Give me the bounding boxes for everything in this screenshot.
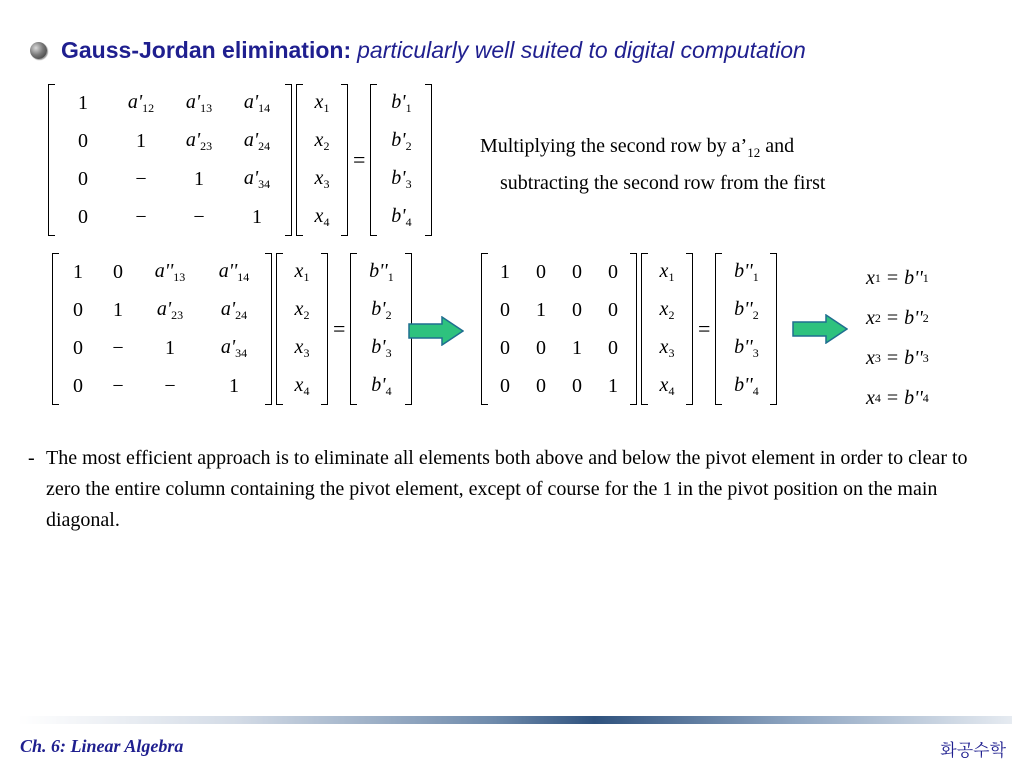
equals-sign: = (353, 147, 366, 172)
unknowns-vector (641, 253, 693, 405)
constant-entry: $b''_4$ (734, 374, 759, 398)
matrix-cell: 0 (500, 299, 510, 321)
constant-entry: $b''_1$ (369, 260, 394, 284)
sphere-bullet-icon (30, 42, 47, 59)
unknowns-vector (276, 253, 328, 405)
matrix-cell: 0 (73, 375, 83, 397)
unknown-entry: $x_3$ (659, 336, 675, 360)
equals-sign: = (698, 316, 711, 341)
matrix-cell: 1 (78, 92, 88, 114)
matrix-cell: − (135, 206, 147, 228)
matrix-cell: $a'_{23}$ (156, 298, 184, 322)
unknown-entry: $x_1$ (294, 260, 310, 284)
explanation-line1-end: and (760, 135, 795, 157)
unknown-entry: $x_2$ (294, 298, 310, 322)
constant-entry: $b'_2$ (371, 298, 392, 322)
matrix-cell: 1 (165, 337, 175, 359)
constant-entry: $b''_3$ (734, 336, 759, 360)
matrix-cell: 1 (73, 261, 83, 283)
matrix-cell: 0 (536, 375, 546, 397)
coefficient-matrix (48, 84, 292, 236)
matrix-cell: 1 (536, 299, 546, 321)
explanation-line1: Multiplying the second row by a’ (480, 135, 748, 157)
matrix-cell: $a'_{14}$ (243, 91, 271, 115)
matrix-cell: − (112, 337, 124, 359)
matrix-cell: 0 (78, 206, 88, 228)
explanation-sub: 12 (747, 145, 761, 160)
matrix-cell: 0 (536, 261, 546, 283)
constants-vector (350, 253, 412, 405)
matrix-cell: 1 (229, 375, 239, 397)
matrix-cell: − (193, 206, 205, 228)
equation-system-3 (481, 253, 777, 405)
right-arrow-icon (408, 316, 464, 346)
matrix-cell: 0 (78, 168, 88, 190)
unknowns-vector (296, 84, 348, 236)
footer-chapter: Ch. 6: Linear Algebra (20, 736, 184, 756)
paragraph-text: The most efficient approach is to eliminate all elements both above and below the pivot element in order to clear to zero the entire column containing the pivot element, except of course for the 1 in the pivot position on the main diagonal. (46, 447, 968, 531)
unknown-entry: $x_3$ (314, 167, 330, 191)
unknown-entry: $x_2$ (314, 129, 330, 153)
matrix-cell: $a''_{13}$ (154, 260, 186, 284)
title-strong: Gauss-Jordan elimination: (61, 36, 352, 63)
matrix-cell: 0 (113, 261, 123, 283)
constants-vector (715, 253, 777, 405)
title-subtitle: particularly well suited to digital computation (357, 36, 806, 63)
matrix-cell: 1 (608, 375, 618, 397)
matrix-cell: 1 (500, 261, 510, 283)
coefficient-matrix (52, 253, 272, 405)
matrix-cell: 1 (136, 130, 146, 152)
constants-vector (370, 84, 432, 236)
solution-row: x 3 = b'' 3 (866, 346, 929, 369)
matrix-cell: 0 (608, 299, 618, 321)
matrix-cell: $a'_{34}$ (243, 167, 271, 191)
matrix-cell: 0 (608, 261, 618, 283)
matrix-cell: 0 (608, 337, 618, 359)
bullet-paragraph (28, 443, 998, 536)
unknown-entry: $x_4$ (294, 374, 310, 398)
constant-entry: $b'_4$ (391, 205, 412, 229)
matrix-cell: 1 (194, 168, 204, 190)
constant-entry: $b''_1$ (734, 260, 759, 284)
equation-system-2 (52, 253, 412, 405)
solution-row: x 2 = b'' 2 (866, 306, 929, 329)
matrix-cell: $a'_{23}$ (185, 129, 213, 153)
matrix-cell: 0 (500, 375, 510, 397)
matrix-cell: 0 (572, 299, 582, 321)
matrix-cell: − (164, 375, 176, 397)
matrix-cell: 0 (572, 375, 582, 397)
matrix-cell: 0 (73, 299, 83, 321)
slide-title (30, 34, 806, 66)
equation-system-1 (48, 84, 432, 236)
matrix-cell: $a'_{13}$ (185, 91, 213, 115)
matrix-cell: 1 (572, 337, 582, 359)
matrix-cell: 0 (500, 337, 510, 359)
matrix-cell: 0 (536, 337, 546, 359)
unknown-entry: $x_4$ (314, 205, 330, 229)
explanation-text (480, 131, 825, 198)
solution-row: x 1 = b'' 1 (866, 266, 929, 289)
matrix-cell: 0 (572, 261, 582, 283)
matrix-cell: $a'_{24}$ (243, 129, 271, 153)
matrix-cell: − (135, 168, 147, 190)
solution-list (866, 258, 929, 418)
constant-entry: $b'_1$ (391, 91, 412, 115)
matrix-cell: $a'_{12}$ (127, 91, 155, 115)
explanation-line2: subtracting the second row from the first (500, 172, 826, 194)
constant-entry: $b''_2$ (734, 298, 759, 322)
matrix-cell: 1 (252, 206, 262, 228)
unknown-entry: $x_2$ (659, 298, 675, 322)
footer-course: 화공수학 (940, 741, 1006, 761)
right-arrow-icon (792, 314, 848, 344)
unknown-entry: $x_1$ (314, 91, 330, 115)
unknown-entry: $x_3$ (294, 336, 310, 360)
constant-entry: $b'_4$ (371, 374, 392, 398)
dash-marker: - (28, 447, 35, 469)
solution-row: x 4 = b'' 4 (866, 386, 929, 409)
constant-entry: $b'_2$ (391, 129, 412, 153)
equals-sign: = (333, 316, 346, 341)
matrix-cell: $a''_{14}$ (218, 260, 250, 284)
unknown-entry: $x_1$ (659, 260, 675, 284)
matrix-cell: $a'_{24}$ (220, 298, 248, 322)
matrix-cell: 1 (113, 299, 123, 321)
matrix-cell: 0 (73, 337, 83, 359)
identity-matrix (481, 253, 637, 405)
unknown-entry: $x_4$ (659, 374, 675, 398)
matrix-cell: $a'_{34}$ (220, 336, 248, 360)
matrix-cell: 0 (78, 130, 88, 152)
constant-entry: $b'_3$ (391, 167, 412, 191)
matrix-cell: − (112, 375, 124, 397)
constant-entry: $b'_3$ (371, 336, 392, 360)
footer-gradient-bar (18, 716, 1012, 724)
